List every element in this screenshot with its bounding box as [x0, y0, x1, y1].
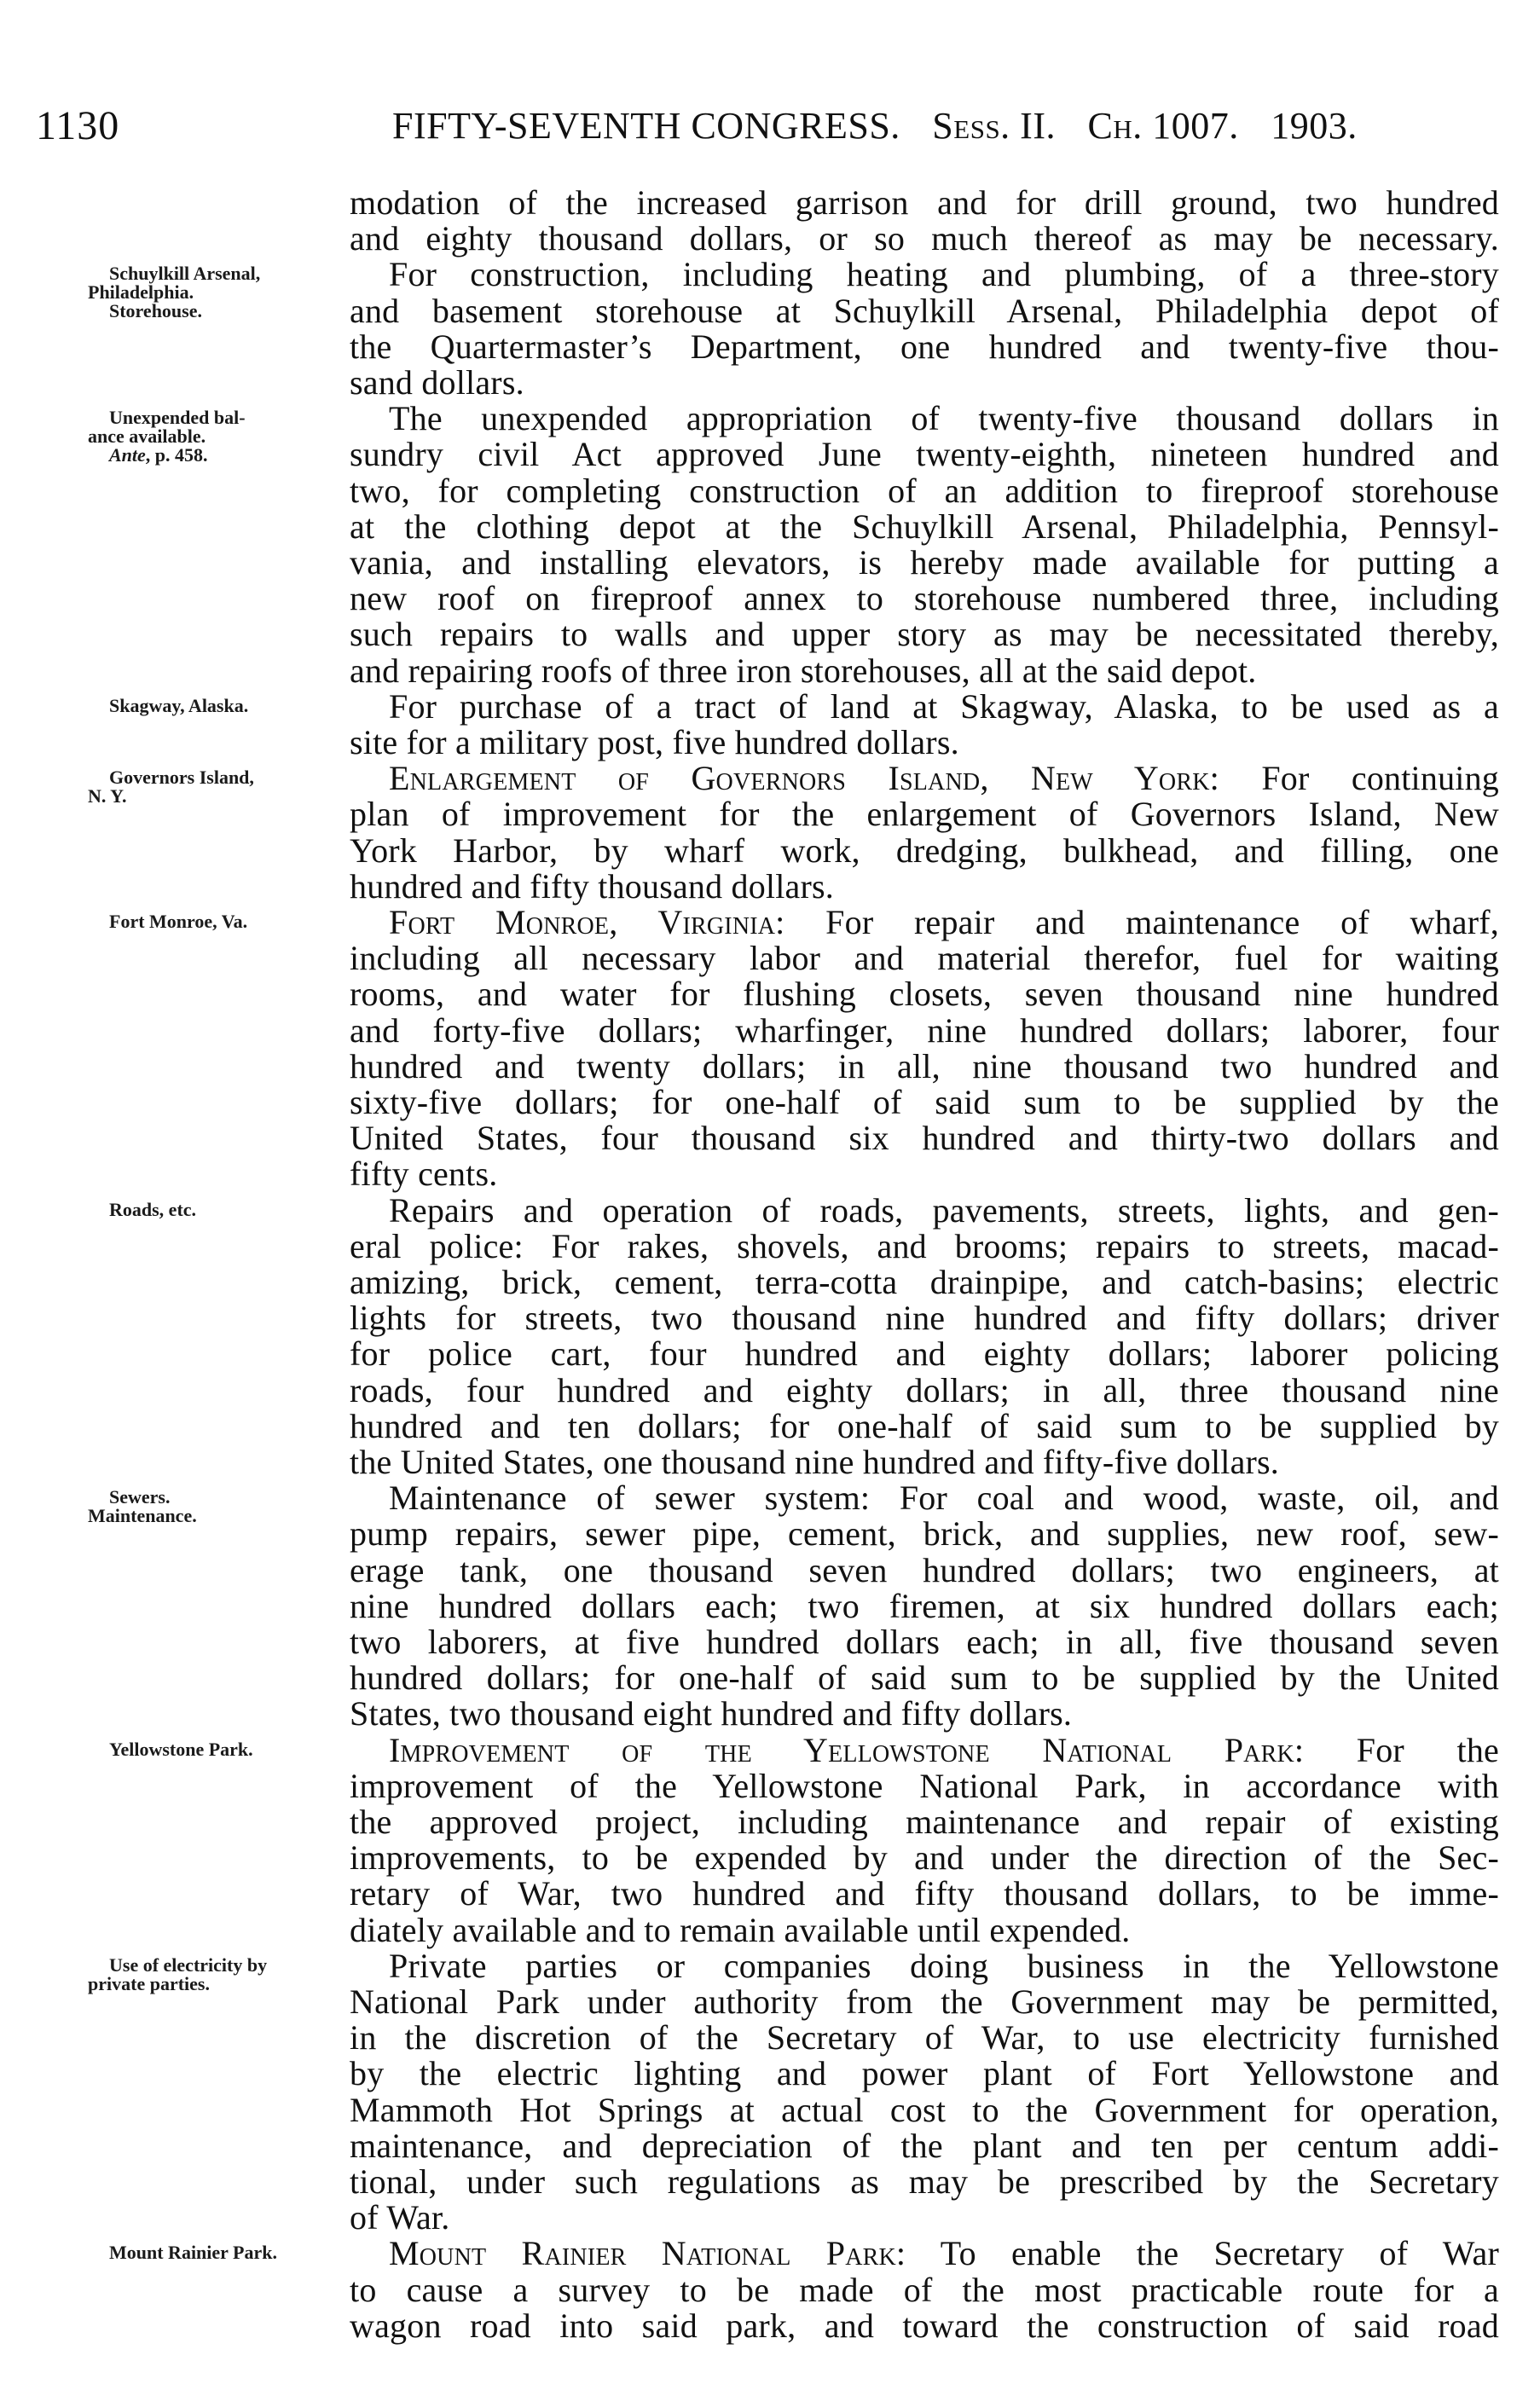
body-line [350, 1695, 1499, 1733]
margin-note-line: N. Y. [88, 785, 127, 807]
body-line [350, 580, 1499, 617]
section-heading: Improvement of the Yellowstone National Park: [389, 1730, 1305, 1769]
margin-note-line: Roads, etc. [109, 1198, 197, 1220]
body-line [350, 1552, 1499, 1589]
line-text: sundry civil Act approved June twenty-eighth, nineteen hundred and [350, 435, 1499, 474]
body-line [350, 1120, 1499, 1157]
line-text: nine hundred dollars each; two firemen, at six hundred dollars each; [350, 1586, 1499, 1625]
margin-note-schuylkill [88, 264, 260, 321]
body-line [350, 328, 1499, 366]
body-line [350, 1444, 1499, 1481]
line-text: of War. [350, 2198, 450, 2237]
body-line [350, 364, 1499, 402]
body-line [389, 2235, 1499, 2272]
line-text: diately available and to remain available until expended. [350, 1910, 1131, 1949]
line-text: new roof on fireproof annex to storehouse numbered three, including [350, 579, 1499, 618]
line-text: and basement storehouse at Schuylkill Arsenal, Philadelphia depot of [350, 291, 1499, 330]
line-text: fifty cents. [350, 1155, 498, 1194]
body-line [389, 1479, 1499, 1517]
line-text: For purchase of a tract of land at Skagway, Alaska, to be used as a [389, 686, 1499, 726]
line-text: erage tank, one thousand seven hundred dollars; two engineers, at [350, 1550, 1499, 1589]
body-line [350, 220, 1499, 258]
body-line [389, 400, 1499, 437]
header-congress: FIFTY-SEVENTH CONGRESS. [392, 105, 900, 147]
body-line [350, 1588, 1499, 1625]
line-text: by the electric lighting and power plant of Fort Yellowstone and [350, 2054, 1499, 2093]
body-line [350, 436, 1499, 473]
body-line [350, 1875, 1499, 1913]
body-line [389, 1732, 1499, 1769]
margin-note-electricity [88, 1953, 268, 1994]
body-line [350, 1659, 1499, 1697]
body-line [350, 2307, 1499, 2345]
line-text: site for a military post, five hundred dollars. [350, 723, 959, 761]
line-text: and repairing roofs of three iron storehouses, all at the said depot. [350, 651, 1257, 690]
body-line [389, 256, 1499, 293]
body-line [350, 1623, 1499, 1661]
margin-note-line: Ante, p. 458. [109, 444, 208, 466]
line-text: vania, and installing elevators, is hereby made available for putting a [350, 543, 1499, 582]
line-text: hundred and ten dollars; for one-half of said sum to be supplied by [350, 1406, 1499, 1445]
header-chapter: Ch. 1007. [1087, 105, 1239, 147]
margin-note-line: Governors Island, [109, 767, 254, 789]
line-text: sand dollars. [350, 363, 524, 402]
body-line [389, 1192, 1499, 1230]
body-line [350, 1839, 1499, 1877]
header-year: 1903. [1271, 105, 1358, 147]
line-text: Maintenance of sewer system: For coal and wood, waste, oil, and [389, 1479, 1499, 1518]
margin-note-line: Unexpended bal- [109, 407, 246, 429]
line-text: for police cart, four hundred and eighty dollars; laborer policing [350, 1334, 1499, 1374]
body-line [350, 2092, 1499, 2129]
header-session: Sess. II. [932, 105, 1056, 147]
header-title [392, 101, 1380, 152]
line-text: United States, four thousand six hundred and thirty-two dollars and [350, 1119, 1499, 1158]
line-text: To enable the Secretary of War [906, 2234, 1499, 2273]
line-text: hundred dollars; for one-half of said sum to be supplied by the United [350, 1658, 1499, 1698]
line-text: and forty-five dollars; wharfinger, nine hundred dollars; laborer, four [350, 1010, 1499, 1050]
line-text: lights for streets, two thousand nine hundred and fifty dollars; driver [350, 1299, 1499, 1338]
body-line [350, 616, 1499, 653]
body-line [350, 1155, 1499, 1193]
margin-note-line: Sewers. [109, 1486, 171, 1508]
line-text: improvements, to be expended by and under the direction of the Sec- [350, 1838, 1499, 1878]
line-text: to cause a survey to be made of the most practicable route for a [350, 2270, 1499, 2309]
margin-note-roads [88, 1198, 197, 1220]
line-text: hundred and twenty dollars; in all, nine thousand two hundred and [350, 1046, 1499, 1085]
body-line [389, 688, 1499, 726]
body-line [350, 508, 1499, 546]
line-text: Repairs and operation of roads, pavements, streets, lights, and gen- [389, 1190, 1499, 1230]
body-line [350, 544, 1499, 582]
margin-note-fort-monroe [88, 912, 247, 931]
body-line [350, 2019, 1499, 2057]
body-line [350, 1372, 1499, 1409]
line-text: For construction, including heating and plumbing, of a three-story [389, 255, 1499, 294]
body-line [350, 1335, 1499, 1373]
line-text: Mammoth Hot Springs at actual cost to the Government for operation, [350, 2090, 1499, 2129]
margin-note-governors [88, 768, 254, 806]
body-line [350, 1515, 1499, 1553]
body-line [350, 868, 1499, 906]
line-text: York Harbor, by wharf work, dredging, bulkhead, and filling, one [350, 830, 1499, 870]
body-line [350, 472, 1499, 510]
line-text: For repair and maintenance of wharf, [784, 903, 1499, 941]
body-line [350, 2127, 1499, 2165]
line-text: modation of the increased garrison and for drill ground, two hundred [350, 183, 1499, 222]
margin-note-line: Schuylkill Arsenal, [109, 263, 261, 285]
line-text: maintenance, and depreciation of the plant and ten per centum addi- [350, 2126, 1499, 2165]
line-text: retary of War, two hundred and fifty thousand dollars, to be imme- [350, 1874, 1499, 1913]
margin-note-sewers [88, 1488, 197, 1525]
line-text: and eighty thousand dollars, or so much thereof as may be necessary. [350, 219, 1499, 258]
margin-note-line: Fort Monroe, Va. [109, 911, 248, 932]
body-line [350, 292, 1499, 330]
body-line [350, 1299, 1499, 1337]
body-line [350, 2199, 1499, 2237]
margin-note-line: Yellowstone Park. [109, 1738, 253, 1760]
body-line [350, 1228, 1499, 1265]
margin-note-unexpended [88, 408, 246, 465]
body-line [350, 832, 1499, 870]
margin-note-skagway [88, 694, 249, 716]
margin-note-line: ance available. [88, 425, 206, 448]
line-text: the Quartermaster’s Department, one hundred and twenty-five thou- [350, 327, 1499, 366]
body-line [350, 1264, 1499, 1301]
running-head [0, 101, 1540, 152]
body-line [350, 1084, 1499, 1121]
line-text: two laborers, at five hundred dollars each; in all, five thousand seven [350, 1623, 1499, 1661]
body-line [389, 1947, 1499, 1985]
line-text: tional, under such regulations as may be prescribed by the Secretary [350, 2162, 1499, 2201]
line-text: eral police: For rakes, shovels, and brooms; repairs to streets, macad- [350, 1226, 1499, 1265]
line-text: States, two thousand eight hundred and fifty dollars. [350, 1694, 1073, 1733]
body-line [350, 1912, 1499, 1949]
line-text: hundred and fifty thousand dollars. [350, 866, 834, 906]
margin-note-line: Use of electricity by [109, 1953, 268, 1976]
line-text: including all necessary labor and material therefor, fuel for waiting [350, 939, 1499, 978]
body-line [350, 1803, 1499, 1841]
section-heading: Fort Monroe, Virginia: [389, 903, 785, 941]
section-heading: Enlargement of Governors Island, New York: [389, 759, 1219, 798]
line-text: such repairs to walls and upper story as may be necessitated thereby, [350, 615, 1499, 654]
body-line [350, 940, 1499, 977]
body-line [350, 1983, 1499, 2021]
margin-note-line: Skagway, Alaska. [109, 694, 249, 716]
line-text: in the discretion of the Secretary of War, to use electricity furnished [350, 2018, 1499, 2057]
line-text: sixty-five dollars; for one-half of said sum to be supplied by the [350, 1083, 1499, 1121]
line-text: National Park under authority from the Government may be permitted, [350, 1982, 1499, 2021]
body-line [350, 2055, 1499, 2092]
line-text: at the clothing depot at the Schuylkill Arsenal, Philadelphia, Pennsyl- [350, 506, 1499, 546]
page-number: 1130 [36, 103, 120, 148]
body-line [350, 652, 1499, 690]
line-text: improvement of the Yellowstone National Park, in accordance with [350, 1766, 1499, 1805]
margin-note-line: Maintenance. [88, 1505, 197, 1527]
body-line [389, 904, 1499, 941]
line-text: the United States, one thousand nine hundred and fifty-five dollars. [350, 1443, 1280, 1481]
line-text: For the [1304, 1730, 1499, 1769]
line-text: plan of improvement for the enlargement of Governors Island, New [350, 795, 1499, 834]
line-text: For continuing [1219, 759, 1499, 798]
margin-note-line: Philadelphia. [88, 281, 194, 304]
margin-note-line: Storehouse. [109, 300, 202, 322]
margin-note-rainier [88, 2243, 277, 2262]
body-line [389, 760, 1499, 797]
margin-note-yellowstone [88, 1740, 253, 1759]
line-text: two, for completing construction of an addition to fireproof storehouse [350, 471, 1499, 510]
line-text: wagon road into said park, and toward the construction of said road [350, 2306, 1499, 2345]
line-text: rooms, and water for flushing closets, seven thousand nine hundred [350, 975, 1499, 1014]
body-line [350, 1408, 1499, 1445]
line-text: roads, four hundred and eighty dollars; in all, three thousand nine [350, 1370, 1499, 1409]
section-heading: Mount Rainier National Park: [389, 2234, 906, 2273]
margin-note-line: private parties. [88, 1972, 210, 1994]
body-line [350, 1048, 1499, 1085]
body-line [350, 975, 1499, 1013]
body-line [350, 184, 1499, 222]
body-line [350, 2272, 1499, 2309]
body-line [350, 2163, 1499, 2201]
line-text: pump repairs, sewer pipe, cement, brick, and supplies, new roof, sew- [350, 1514, 1499, 1554]
line-text: amizing, brick, cement, terra-cotta drainpipe, and catch-basins; electric [350, 1263, 1499, 1301]
line-text: The unexpended appropriation of twenty-five thousand dollars in [389, 399, 1499, 438]
margin-note-line: Mount Rainier Park. [109, 2242, 277, 2264]
line-text: Private parties or companies doing business in the Yellowstone [389, 1946, 1499, 1985]
body-line [350, 1012, 1499, 1050]
line-text: the approved project, including maintenance and repair of existing [350, 1803, 1499, 1841]
body-line [350, 724, 1499, 761]
body-line [350, 796, 1499, 833]
body-line [350, 1768, 1499, 1805]
